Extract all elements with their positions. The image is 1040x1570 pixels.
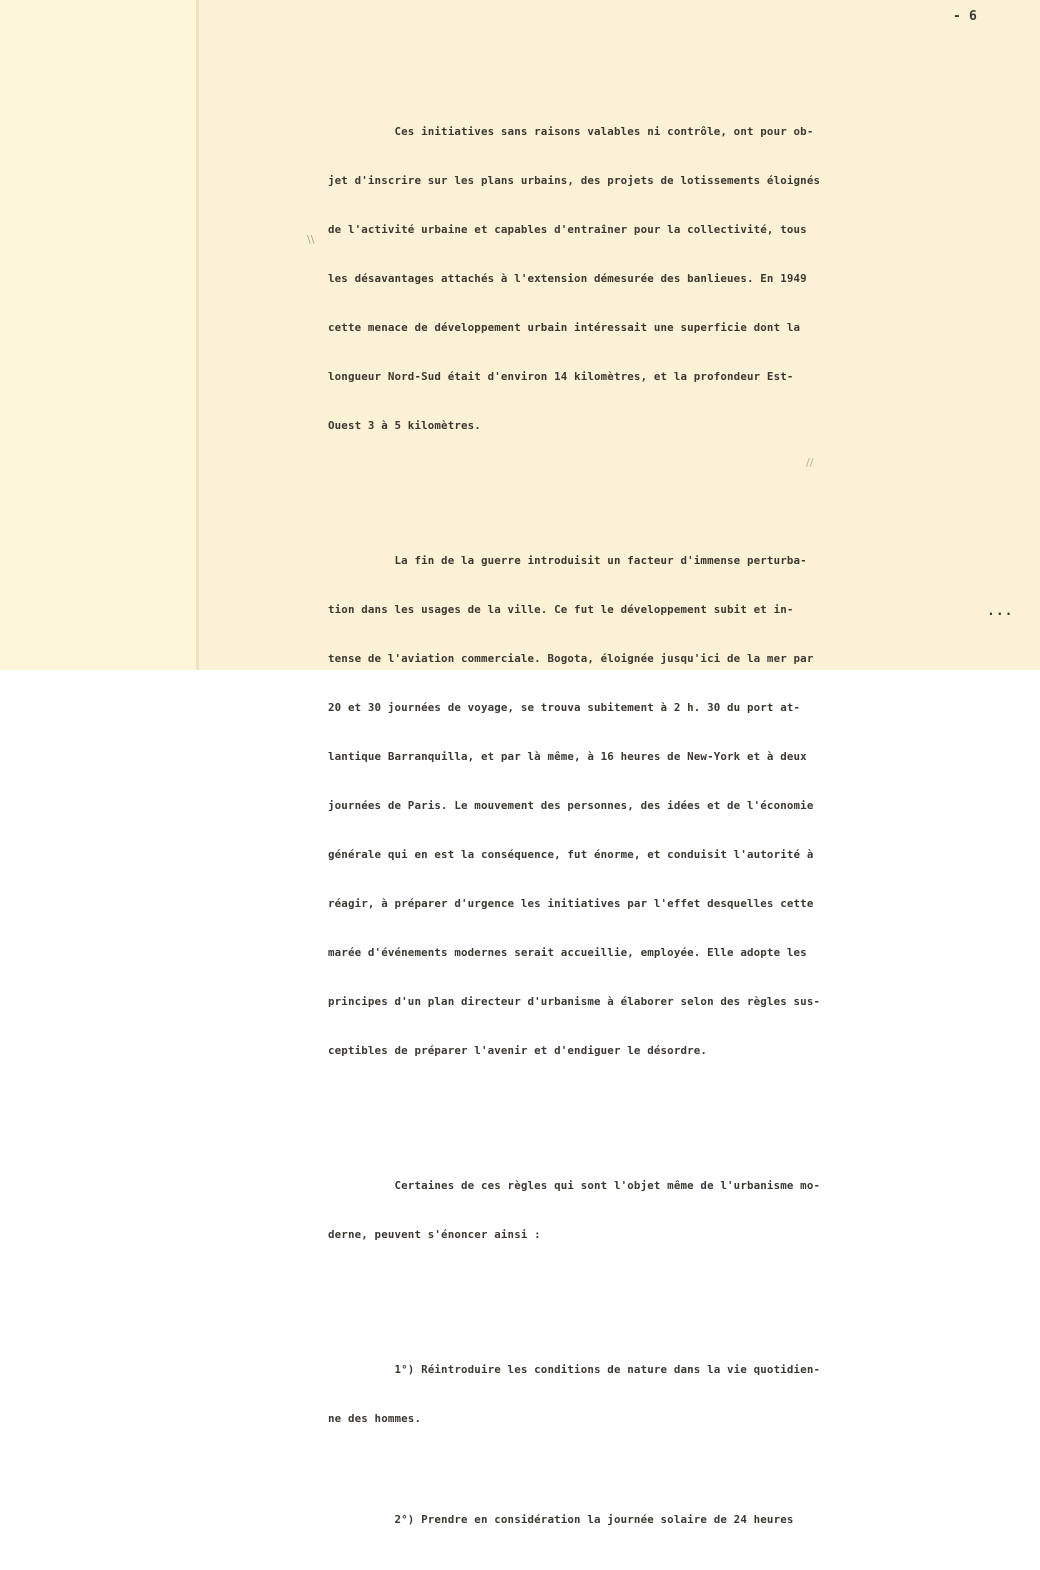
- text-line: de l'activité urbaine et capables d'entraîner pour la collectivité, tous: [328, 223, 807, 236]
- document-body: [328, 68, 938, 1570]
- text-line: Ces initiatives sans raisons valables ni contrôle, ont pour ob-: [328, 125, 814, 138]
- text-line: Ouest 3 à 5 kilomètres.: [328, 419, 481, 432]
- paragraph-5: [328, 1482, 938, 1557]
- text-line: tense de l'aviation commerciale. Bogota, éloignée jusqu'ici de la mer par: [328, 652, 814, 665]
- text-line: générale qui en est la conséquence, fut énorme, et conduisit l'autorité à: [328, 848, 814, 861]
- paragraph-3: [328, 1148, 938, 1272]
- text-line: longueur Nord-Sud était d'environ 14 kilomètres, et la profondeur Est-: [328, 370, 794, 383]
- text-line: derne, peuvent s'énoncer ainsi :: [328, 1228, 541, 1241]
- text-line: 1°) Réintroduire les conditions de nature dans la vie quotidien-: [328, 1363, 821, 1376]
- text-line: La fin de la guerre introduisit un facteur d'immense perturba-: [328, 554, 807, 567]
- text-line: les désavantages attachés à l'extension démesurée des banlieues. En 1949: [328, 272, 807, 285]
- text-line: jet d'inscrire sur les plans urbains, des projets de lotissements éloignés: [328, 174, 821, 187]
- page-edge: [196, 0, 199, 670]
- text-line: tion dans les usages de la ville. Ce fut le développement subit et in-: [328, 603, 794, 616]
- text-line: ne des hommes.: [328, 1412, 422, 1425]
- text-line: ceptibles de préparer l'avenir et d'endiguer le désordre.: [328, 1044, 708, 1057]
- continuation-mark: ...: [987, 604, 1014, 619]
- text-line: principes d'un plan directeur d'urbanisme à élaborer selon des règles sus-: [328, 995, 821, 1008]
- text-line: Certaines de ces règles qui sont l'objet même de l'urbanisme mo-: [328, 1179, 821, 1192]
- text-line: 2°) Prendre en considération la journée solaire de 24 heures: [328, 1513, 794, 1526]
- paragraph-4: [328, 1332, 938, 1456]
- text-line: cette menace de développement urbain intéressait une superficie dont la: [328, 321, 801, 334]
- text-line: 20 et 30 journées de voyage, se trouva subitement à 2 h. 30 du port at-: [328, 701, 801, 714]
- margin-mark: \\: [307, 233, 315, 246]
- text-line: marée d'événements modernes serait accueillie, employée. Elle adopte les: [328, 946, 807, 959]
- left-blank-pane: [0, 0, 196, 670]
- text-line: journées de Paris. Le mouvement des personnes, des idées et de l'économie: [328, 799, 814, 812]
- text-line: réagir, à préparer d'urgence les initiatives par l'effet desquelles cette: [328, 897, 814, 910]
- paragraph-1: [328, 94, 938, 463]
- text-line: lantique Barranquilla, et par là même, à 16 heures de New-York et à deux: [328, 750, 807, 763]
- page-number: - 6: [953, 9, 977, 24]
- end-mark: //: [806, 456, 814, 469]
- paragraph-2: [328, 523, 938, 1088]
